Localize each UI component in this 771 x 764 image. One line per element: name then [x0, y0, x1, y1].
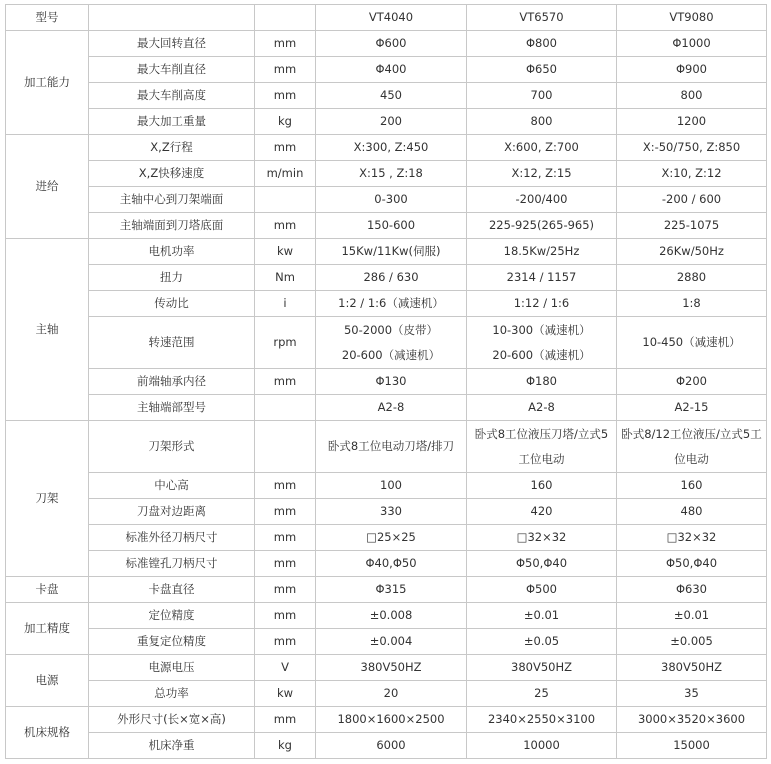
- value-cell: 380V50HZ: [617, 655, 767, 681]
- spec-table: [5, 4, 767, 759]
- category-cell: 加工精度: [6, 603, 89, 655]
- value-cell: 35: [617, 681, 767, 707]
- unit-cell: mm: [255, 499, 316, 525]
- value-cell: ±0.01: [617, 603, 767, 629]
- value-cell: 1800×1600×2500: [316, 707, 467, 733]
- value-cell: Φ130: [316, 369, 467, 395]
- table-row: [6, 655, 767, 681]
- value-cell: ±0.05: [467, 629, 617, 655]
- value-line: 20-600（减速机）: [492, 347, 591, 362]
- table-row: [6, 733, 767, 759]
- value-line: 位电动: [674, 451, 709, 466]
- value-cell: Φ315: [316, 577, 467, 603]
- value-cell: 800: [617, 83, 767, 109]
- value-cell: 100: [316, 473, 467, 499]
- unit-cell: mm: [255, 603, 316, 629]
- parameter-cell: 卡盘直径: [89, 577, 255, 603]
- unit-cell: V: [255, 655, 316, 681]
- category-cell: 电源: [6, 655, 89, 707]
- parameter-cell: 主轴端面到刀塔底面: [89, 213, 255, 239]
- value-cell: □32×32: [617, 525, 767, 551]
- unit-cell: Nm: [255, 265, 316, 291]
- value-cell: [467, 317, 617, 369]
- value-cell: 0-300: [316, 187, 467, 213]
- value-cell: Φ630: [617, 577, 767, 603]
- table-row: [6, 213, 767, 239]
- parameter-cell: X,Z行程: [89, 135, 255, 161]
- header-blank: [255, 5, 316, 31]
- table-row: [6, 161, 767, 187]
- value-cell: 225-925(265-965): [467, 213, 617, 239]
- unit-cell: mm: [255, 473, 316, 499]
- table-row: [6, 265, 767, 291]
- unit-cell: mm: [255, 577, 316, 603]
- table-row: [6, 473, 767, 499]
- table-row: [6, 31, 767, 57]
- parameter-cell: 刀架形式: [89, 421, 255, 473]
- value-cell: 330: [316, 499, 467, 525]
- value-cell: -200/400: [467, 187, 617, 213]
- parameter-cell: 前端轴承内径: [89, 369, 255, 395]
- value-cell: Φ650: [467, 57, 617, 83]
- value-cell: 2340×2550×3100: [467, 707, 617, 733]
- value-cell: 380V50HZ: [467, 655, 617, 681]
- parameter-cell: 扭力: [89, 265, 255, 291]
- value-line: 50-2000（皮带）: [343, 322, 439, 337]
- value-cell: ±0.01: [467, 603, 617, 629]
- parameter-cell: 主轴端部型号: [89, 395, 255, 421]
- unit-cell: mm: [255, 551, 316, 577]
- value-cell: 15000: [617, 733, 767, 759]
- value-cell: 15Kw/11Kw(伺服): [316, 239, 467, 265]
- table-row: [6, 109, 767, 135]
- value-cell: 20: [316, 681, 467, 707]
- value-cell: Φ900: [617, 57, 767, 83]
- table-row: [6, 551, 767, 577]
- value-cell: A2-15: [617, 395, 767, 421]
- table-row: [6, 317, 767, 369]
- value-cell: 1:12 / 1:6: [467, 291, 617, 317]
- value-line: 工位电动: [518, 451, 565, 466]
- value-cell: X:15 , Z:18: [316, 161, 467, 187]
- unit-cell: kg: [255, 109, 316, 135]
- value-cell: 420: [467, 499, 617, 525]
- category-cell: 机床规格: [6, 707, 89, 759]
- value-cell: 160: [467, 473, 617, 499]
- value-cell: A2-8: [316, 395, 467, 421]
- value-cell: 700: [467, 83, 617, 109]
- table-row: [6, 369, 767, 395]
- value-cell: X:10, Z:12: [617, 161, 767, 187]
- value-cell: □25×25: [316, 525, 467, 551]
- parameter-cell: 重复定位精度: [89, 629, 255, 655]
- parameter-cell: 主轴中心到刀架端面: [89, 187, 255, 213]
- value-cell: X:-50/750, Z:850: [617, 135, 767, 161]
- category-cell: 加工能力: [6, 31, 89, 135]
- model-name: VT4040: [316, 5, 467, 31]
- value-cell: Φ400: [316, 57, 467, 83]
- parameter-cell: 定位精度: [89, 603, 255, 629]
- parameter-cell: 电源电压: [89, 655, 255, 681]
- unit-cell: mm: [255, 213, 316, 239]
- parameter-cell: 刀盘对边距离: [89, 499, 255, 525]
- value-cell: [316, 317, 467, 369]
- value-cell: Φ180: [467, 369, 617, 395]
- value-cell: Φ500: [467, 577, 617, 603]
- value-cell: -200 / 600: [617, 187, 767, 213]
- parameter-cell: 最大车削直径: [89, 57, 255, 83]
- value-cell: □32×32: [467, 525, 617, 551]
- table-row: [6, 291, 767, 317]
- table-row: [6, 135, 767, 161]
- value-cell: X:12, Z:15: [467, 161, 617, 187]
- header-blank: [89, 5, 255, 31]
- table-row: [6, 187, 767, 213]
- unit-cell: [255, 395, 316, 421]
- model-name: VT6570: [467, 5, 617, 31]
- unit-cell: mm: [255, 369, 316, 395]
- value-cell: Φ800: [467, 31, 617, 57]
- value-cell: [316, 421, 467, 473]
- category-cell: 卡盘: [6, 577, 89, 603]
- value-cell: 160: [617, 473, 767, 499]
- unit-cell: kw: [255, 239, 316, 265]
- unit-cell: mm: [255, 629, 316, 655]
- unit-cell: mm: [255, 57, 316, 83]
- value-cell: 2880: [617, 265, 767, 291]
- parameter-cell: 机床净重: [89, 733, 255, 759]
- value-cell: ±0.005: [617, 629, 767, 655]
- table-row: [6, 83, 767, 109]
- category-cell: 主轴: [6, 239, 89, 421]
- table-row: [6, 421, 767, 473]
- value-cell: 25: [467, 681, 617, 707]
- value-cell: [617, 317, 767, 369]
- value-line: 10-450（减速机）: [642, 335, 741, 349]
- spec-table-body: [6, 5, 767, 759]
- table-row: [6, 629, 767, 655]
- table-row: [6, 239, 767, 265]
- table-row: [6, 681, 767, 707]
- table-header-row: [6, 5, 767, 31]
- table-row: [6, 499, 767, 525]
- value-cell: 3000×3520×3600: [617, 707, 767, 733]
- value-cell: Φ40,Φ50: [316, 551, 467, 577]
- table-row: [6, 577, 767, 603]
- value-cell: 380V50HZ: [316, 655, 467, 681]
- value-cell: ±0.008: [316, 603, 467, 629]
- unit-cell: [255, 187, 316, 213]
- value-cell: Φ600: [316, 31, 467, 57]
- table-row: [6, 603, 767, 629]
- value-cell: 150-600: [316, 213, 467, 239]
- unit-cell: rpm: [255, 317, 316, 369]
- parameter-cell: 最大回转直径: [89, 31, 255, 57]
- value-cell: 18.5Kw/25Hz: [467, 239, 617, 265]
- unit-cell: mm: [255, 83, 316, 109]
- value-cell: A2-8: [467, 395, 617, 421]
- unit-cell: [255, 421, 316, 473]
- model-name: VT9080: [617, 5, 767, 31]
- parameter-cell: 最大车削高度: [89, 83, 255, 109]
- unit-cell: mm: [255, 135, 316, 161]
- value-cell: X:600, Z:700: [467, 135, 617, 161]
- value-cell: 225-1075: [617, 213, 767, 239]
- value-cell: 10000: [467, 733, 617, 759]
- value-cell: 450: [316, 83, 467, 109]
- table-row: [6, 707, 767, 733]
- unit-cell: kg: [255, 733, 316, 759]
- parameter-cell: 标准镗孔刀柄尺寸: [89, 551, 255, 577]
- parameter-cell: 最大加工重量: [89, 109, 255, 135]
- value-cell: 6000: [316, 733, 467, 759]
- value-cell: 200: [316, 109, 467, 135]
- unit-cell: m/min: [255, 161, 316, 187]
- parameter-cell: 外形尺寸(长×宽×高): [89, 707, 255, 733]
- value-cell: [467, 421, 617, 473]
- value-cell: Φ50,Φ40: [617, 551, 767, 577]
- parameter-cell: 中心高: [89, 473, 255, 499]
- parameter-cell: 传动比: [89, 291, 255, 317]
- model-label: 型号: [6, 5, 89, 31]
- unit-cell: mm: [255, 31, 316, 57]
- table-row: [6, 57, 767, 83]
- unit-cell: mm: [255, 525, 316, 551]
- parameter-cell: 转速范围: [89, 317, 255, 369]
- value-cell: 1:8: [617, 291, 767, 317]
- value-cell: Φ200: [617, 369, 767, 395]
- parameter-cell: 标准外径刀柄尺寸: [89, 525, 255, 551]
- table-row: [6, 525, 767, 551]
- value-cell: 800: [467, 109, 617, 135]
- parameter-cell: X,Z快移速度: [89, 161, 255, 187]
- category-cell: 进给: [6, 135, 89, 239]
- category-cell: 刀架: [6, 421, 89, 577]
- value-cell: [617, 421, 767, 473]
- value-line: 卧式8工位电动刀塔/排刀: [327, 439, 455, 453]
- parameter-cell: 电机功率: [89, 239, 255, 265]
- unit-cell: kw: [255, 681, 316, 707]
- value-cell: ±0.004: [316, 629, 467, 655]
- parameter-cell: 总功率: [89, 681, 255, 707]
- table-row: [6, 395, 767, 421]
- value-cell: 286 / 630: [316, 265, 467, 291]
- value-cell: Φ50,Φ40: [467, 551, 617, 577]
- value-cell: 480: [617, 499, 767, 525]
- value-cell: 1200: [617, 109, 767, 135]
- value-cell: 1:2 / 1:6（减速机）: [316, 291, 467, 317]
- value-line: 卧式8/12工位液压/立式5工: [621, 426, 762, 441]
- unit-cell: i: [255, 291, 316, 317]
- value-cell: X:300, Z:450: [316, 135, 467, 161]
- value-line: 10-300（减速机）: [492, 322, 591, 337]
- value-cell: 26Kw/50Hz: [617, 239, 767, 265]
- value-line: 卧式8工位液压刀塔/立式5: [474, 426, 609, 441]
- value-cell: 2314 / 1157: [467, 265, 617, 291]
- value-cell: Φ1000: [617, 31, 767, 57]
- unit-cell: mm: [255, 707, 316, 733]
- value-line: 20-600（减速机）: [341, 347, 441, 362]
